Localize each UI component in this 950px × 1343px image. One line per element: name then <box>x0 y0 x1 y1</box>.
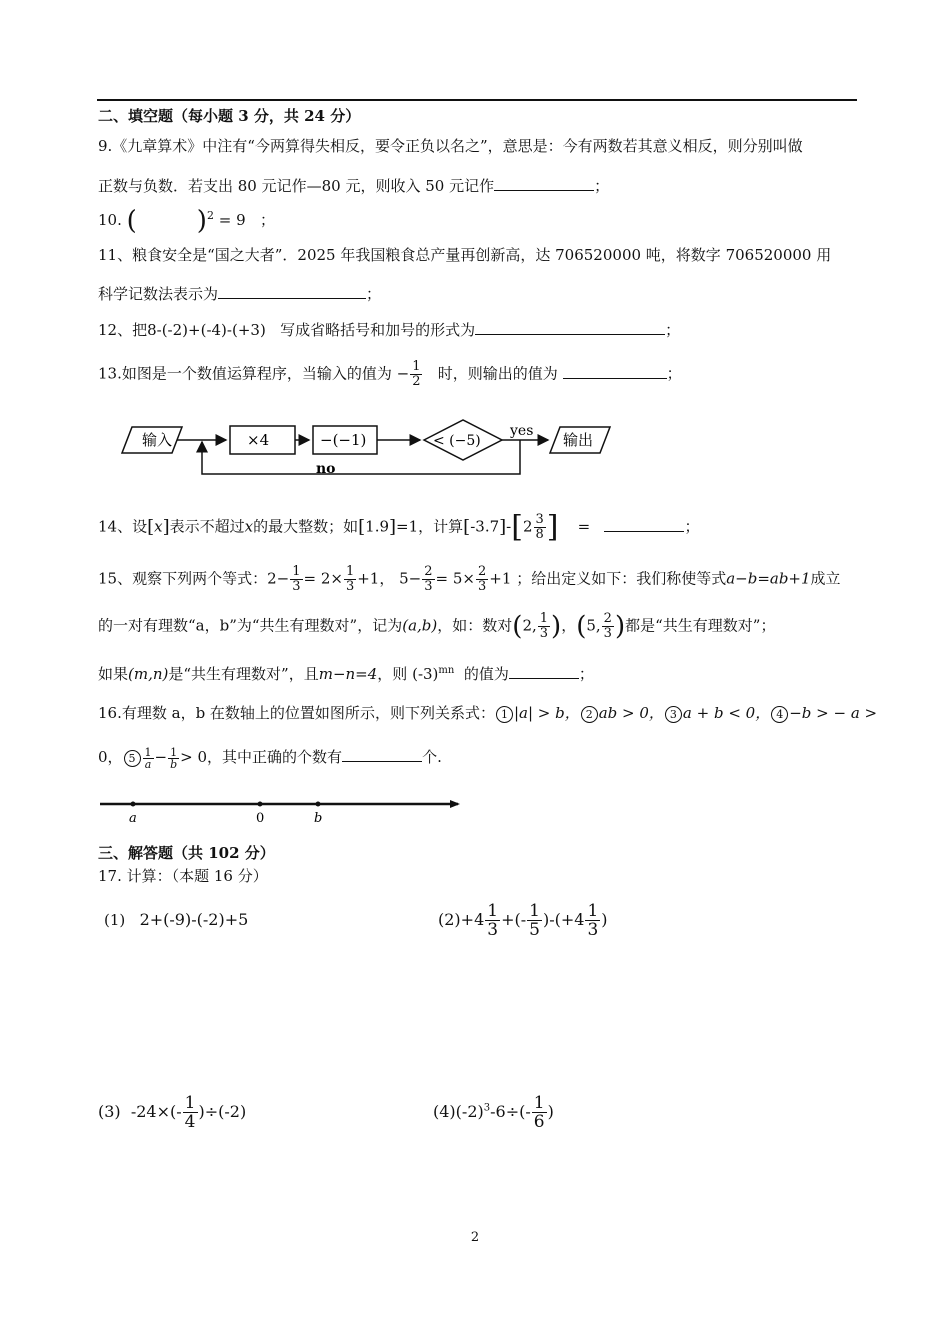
q12-answer-blank[interactable] <box>475 318 665 335</box>
q17-part2: (2)+4 $\frac{1}{3}$ +(- $\frac{1}{5}$ )-(+4 $\frac{1}{3}$ ) <box>438 901 608 940</box>
flow-output-label: 输出 <box>563 431 594 449</box>
q9-line2: 正数与负数．若支出 80 元记作—80 元，则收入 50 元记作 ； <box>98 174 609 196</box>
q14: 14、设[x]表示不超过x的最大整数；如[1.9]=1，计算[-3.7]-[2 $\frac{3}{8}$ ] = ； <box>98 509 700 545</box>
q16-line2: 0， 5 $\frac{1}{a}$ − $\frac{1}{b}$ > 0，其中正确的个数有 个. <box>98 745 442 771</box>
label-a: a <box>129 811 137 826</box>
flow-input-label: 输入 <box>142 431 173 449</box>
number-line <box>98 795 468 830</box>
q15-line1: 15、观察下列两个等式：2− $\frac{1}{3}$ = 2× $\frac{1}{3}$ +1， 5− $\frac{2}{3}$ = 5× $\frac{2}{3}$ +1 ；给出定义如下：我们称使等式a−b=ab+1成立 <box>98 564 841 594</box>
q10: 10. ( )$^2$ = 9 ； <box>98 206 275 236</box>
point-zero <box>258 802 263 807</box>
header-rule <box>97 99 857 101</box>
label-zero: 0 <box>256 811 265 826</box>
flowchart <box>120 415 620 480</box>
q11-answer-blank[interactable] <box>218 282 366 299</box>
q17-title: 17. 计算：（本题 16 分） <box>98 867 268 885</box>
q17-part4: $(4)(-2)^3-6\div(-$ $\frac{1}{6}$ ) <box>433 1093 554 1132</box>
q17-part3: (3) -24×(- $\frac{1}{4}$ )÷(-2) <box>98 1093 247 1132</box>
q9-answer-blank[interactable] <box>494 174 594 191</box>
section-2-title: 二、填空题（每小题 3 分，共 24 分） <box>98 107 361 125</box>
section-3-title: 三、解答题（共 102 分） <box>98 844 275 862</box>
q10-answer-blank[interactable] <box>137 209 197 225</box>
page-number: 2 <box>470 1230 480 1245</box>
flow-subtract-label: −(−1) <box>320 431 367 449</box>
label-b: b <box>314 811 323 826</box>
q16-line1: 16.有理数 a，b 在数轴上的位置如图所示，则下列关系式： 1 |a| > b， 2 ab > 0， 3 a + b < 0， 4 −b > − a > <box>98 704 878 722</box>
q15-line3: 如果(m,n)是“共生有理数对”，且m−n=4，则 $(-3)^{mn}$ 的值为 ； <box>98 661 594 684</box>
q17-part1: (1) 2+(-9)-(-2)+5 <box>104 910 249 929</box>
q12: 12、把8-(-2)+(-4)-(+3) 写成省略括号和加号的形式为 ； <box>98 318 680 340</box>
q11-line1: 11、粮食安全是“国之大者”．2025 年我国粮食总产量再创新高，达 706520000 吨，将数字 706520000 用 <box>98 246 832 264</box>
q9-line1: 9.《九章算术》中注有“今两算得失相反，要令正负以名之”，意思是：今有两数若其意义相反，则分别叫做 <box>98 137 803 155</box>
q16-answer-blank[interactable] <box>342 745 422 762</box>
flow-no-label: no <box>316 461 336 477</box>
q15-line2: 的一对有理数“a，b”为“共生有理数对”，记为(a,b)，如：数对(2, $\frac{1}{3}$ )，(5, $\frac{2}{3}$ )都是“共生有理数对”； <box>98 611 776 642</box>
flow-multiply-label: ×4 <box>247 431 270 449</box>
q14-answer-blank[interactable] <box>604 515 684 532</box>
flow-yes-label: yes <box>510 423 534 439</box>
q11-line2: 科学记数法表示为 ； <box>98 282 381 304</box>
q15-answer-blank[interactable] <box>509 662 579 679</box>
q12-expression: 8-(-2)+(-4)-(+3) <box>147 321 266 339</box>
q9-text: 正数与负数．若支出 80 元记作—80 元，则收入 50 元记作 <box>98 177 495 195</box>
q13-answer-blank[interactable] <box>563 362 667 379</box>
flow-condition-label: < (−5) <box>433 433 481 449</box>
point-b <box>316 802 321 807</box>
q13: 13.如图是一个数值运算程序，当输入的值为 − $\frac{1}{2}$ 时，则输出的值为 ； <box>98 359 682 389</box>
point-a <box>131 802 136 807</box>
